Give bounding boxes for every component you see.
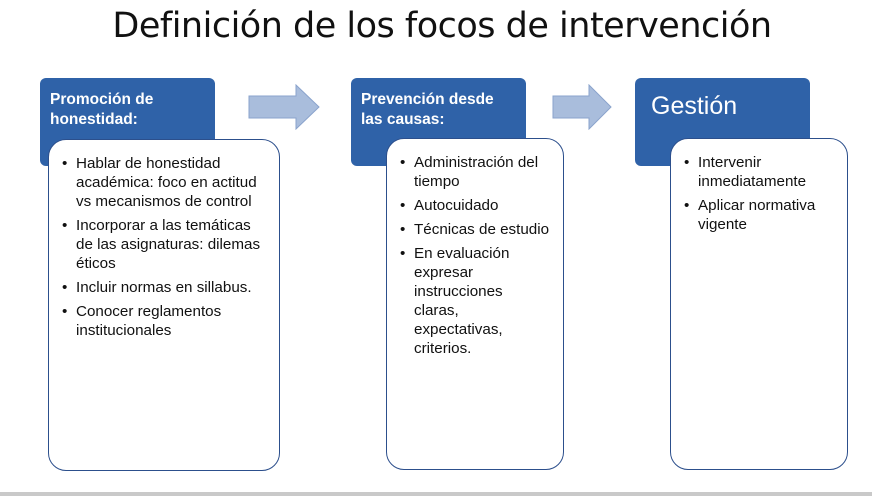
card-gestion <box>670 138 848 470</box>
list-item: • Conocer reglamentos institucionales <box>61 302 267 340</box>
arrow-right-icon <box>248 84 320 130</box>
list-item: • Aplicar normativa vigente <box>683 196 835 234</box>
list-item: • Administración del tiempo <box>399 153 551 191</box>
list-promocion <box>61 154 267 340</box>
list-item: • Hablar de honestidad académica: foco en actitud vs mecanismos de control <box>61 154 267 211</box>
card-prevencion <box>386 138 564 470</box>
card-promocion <box>48 139 280 471</box>
list-item: • Intervenir inmediatamente <box>683 153 835 191</box>
header-promocion-label: Promoción de honestidad: <box>50 91 154 128</box>
bottom-divider <box>0 492 872 496</box>
list-item: • Técnicas de estudio <box>399 220 551 239</box>
header-gestion-label: Gestión <box>651 92 738 120</box>
arrow-right-icon <box>552 84 612 130</box>
list-prevencion <box>399 153 551 358</box>
page-title: Definición de los focos de intervención <box>112 6 772 46</box>
list-gestion <box>683 153 835 234</box>
list-item: • Autocuidado <box>399 196 551 215</box>
list-item: • Incluir normas en sillabus. <box>61 278 267 297</box>
header-prevencion-label: Prevención desde las causas: <box>361 91 494 128</box>
list-item: • En evaluación expresar instrucciones claras, expectativas, criterios. <box>399 244 551 358</box>
list-item: • Incorporar a las temáticas de las asignaturas: dilemas éticos <box>61 216 267 273</box>
